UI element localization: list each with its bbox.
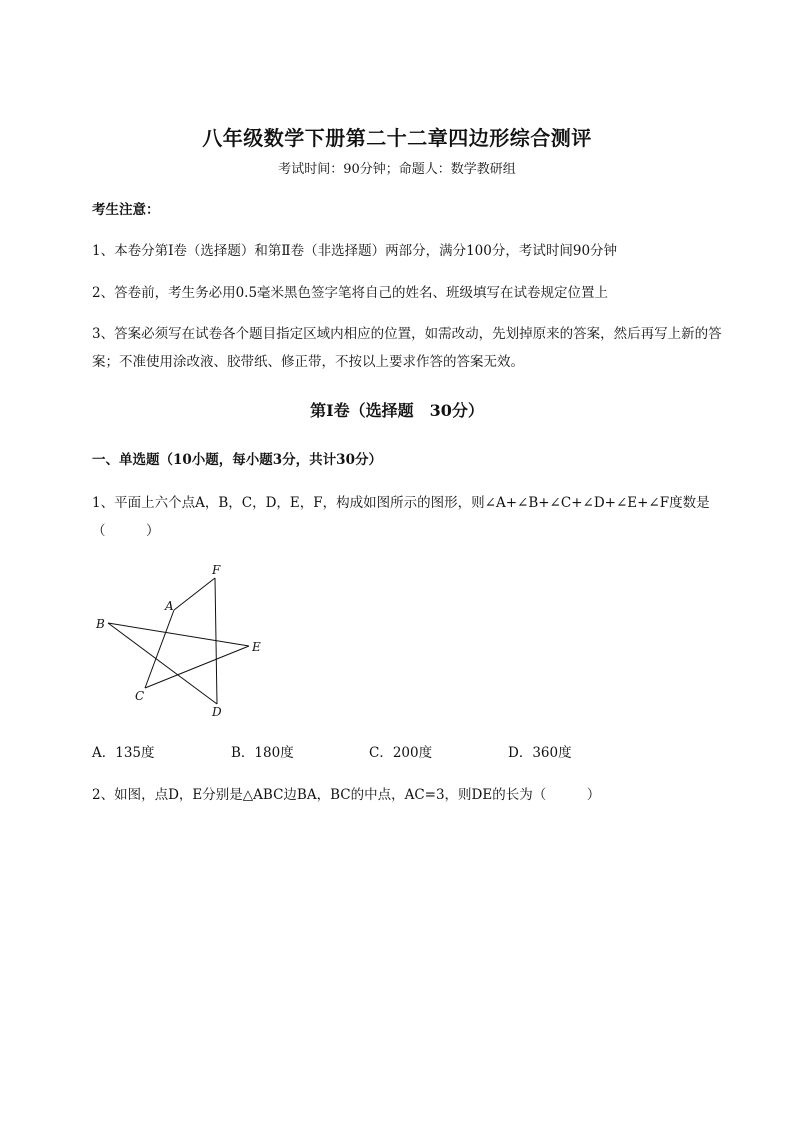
segment-ce xyxy=(145,646,249,688)
segment-ac xyxy=(145,610,174,688)
option-d[interactable]: D．360度 xyxy=(508,745,572,761)
segment-fc xyxy=(174,578,215,610)
segment-eb xyxy=(108,623,249,646)
label-a: A xyxy=(165,599,174,613)
notice-item: 3、答案必须写在试卷各个题目指定区域内相应的位置，如需改动，先划掉原来的答案，然后再写上新的答案；不准使用涂改液、胶带纸、修正带，不按以上要求作答的答案无效。 xyxy=(92,326,722,370)
option-c[interactable]: C．200度 xyxy=(369,745,433,761)
exam-info: 考试时间：90分钟；命题人：数学教研组 xyxy=(278,162,516,177)
part-heading: 一、单选题（10小题，每小题3分，共计30分） xyxy=(92,452,382,468)
label-c: C xyxy=(135,689,145,703)
notice-item: 2、答卷前，考生务必用0.5毫米黑色签字笔将自己的姓名、班级填写在试卷规定位置上 xyxy=(92,285,609,301)
option-b[interactable]: B．180度 xyxy=(231,745,294,761)
label-d: D xyxy=(212,705,222,719)
option-a[interactable]: A．135度 xyxy=(92,745,155,761)
question-2: 2、如图，点D，E分别是△ABC边BA，BC的中点，AC=3，则DE的长为（ ） xyxy=(92,787,601,803)
label-e: E xyxy=(252,640,261,654)
label-b: B xyxy=(96,617,105,631)
section-title: 第I卷（选择题 30分） xyxy=(310,401,484,420)
segment-bd xyxy=(108,623,217,704)
star-figure xyxy=(88,560,278,720)
notice-item: 1、本卷分第I卷（选择题）和第Ⅱ卷（非选择题）两部分，满分100分，考试时间90分钟 xyxy=(92,243,618,259)
label-f: F xyxy=(212,563,221,577)
question-1: 1、平面上六个点A，B，C，D，E，F，构成如图所示的图形，则∠A+∠B+∠C+∠D+∠E+∠F度数是（ ） xyxy=(92,495,710,539)
notice-heading: 考生注意： xyxy=(92,202,160,218)
page-title: 八年级数学下册第二十二章四边形综合测评 xyxy=(202,126,592,150)
